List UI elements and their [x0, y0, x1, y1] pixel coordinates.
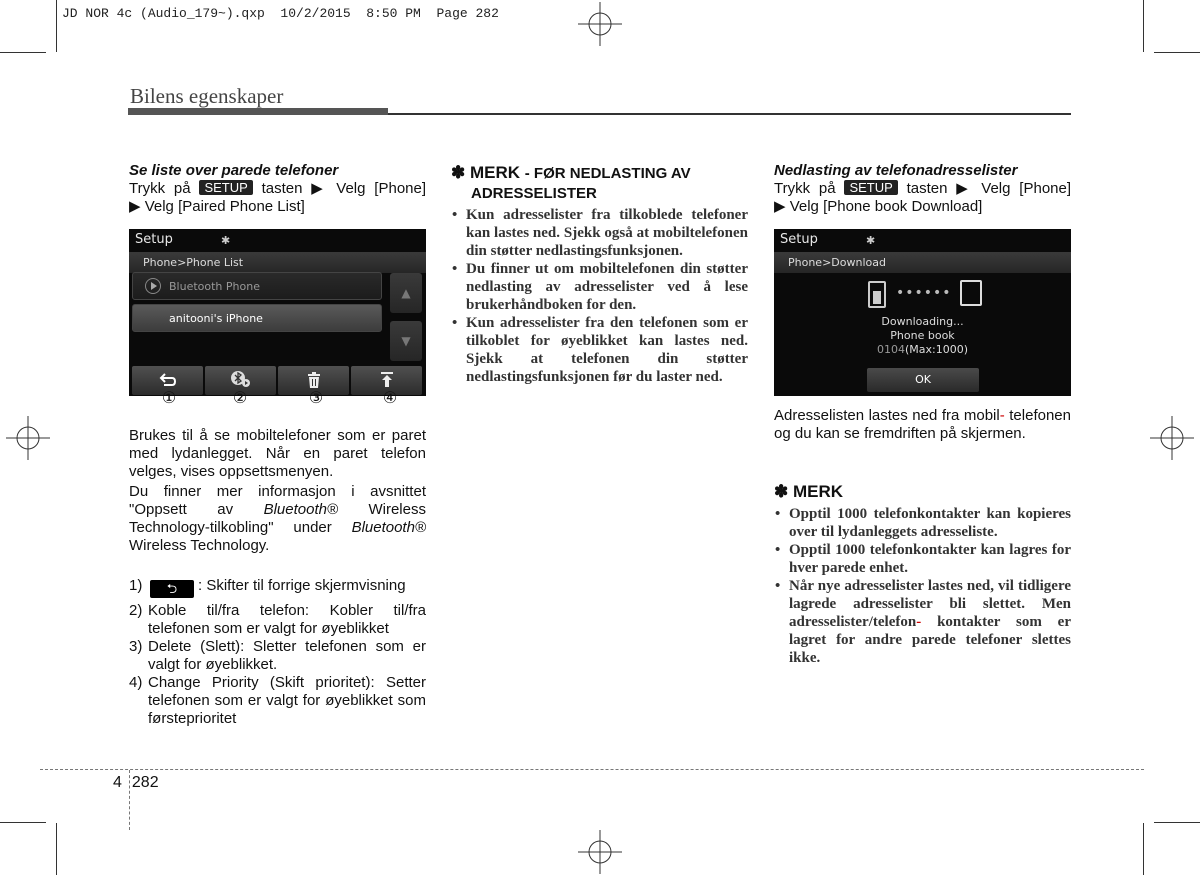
- breadcrumb: Phone>Download: [774, 252, 1071, 273]
- download-count: [774, 343, 1071, 356]
- paragraph-text: Wireless Technology-tilkobling" under: [129, 501, 426, 536]
- list-item-label: anitooni's iPhone: [169, 312, 263, 325]
- list-item: • Kun adresselister fra den telefonen som er tilkoblet for øyeblikket kan lastes ned. Sjekk at telefonen din støtter nedlastingsfunksjonen før du laster ned.: [451, 314, 748, 386]
- hyphen: -: [999, 407, 1005, 424]
- item-number: 2): [129, 602, 143, 619]
- callout-3: ③: [308, 390, 324, 407]
- list-item-text: kontakter som er lagret for andre parede telefoner slettes ikke.: [789, 614, 1072, 666]
- paragraph-text-italic: Bluetooth®: [351, 519, 426, 536]
- back-arrow-icon: ⮌: [150, 580, 194, 598]
- phonebook-label: Phone book: [890, 329, 955, 342]
- list-item: • Opptil 1000 telefonkontakter kan lagres for hver parede enhet.: [774, 541, 1071, 577]
- list-item-label: Bluetooth Phone: [169, 280, 260, 293]
- setup-key-icon: SETUP: [199, 180, 252, 195]
- downloading-text: Downloading...: [881, 315, 964, 328]
- progress-dots: ••••••: [896, 285, 952, 301]
- screen-title: Setup: [780, 232, 818, 247]
- note-title: [451, 163, 748, 183]
- setup-key-icon: SETUP: [844, 180, 897, 195]
- middle-column: [451, 163, 748, 386]
- registration-mark-icon: [578, 830, 622, 874]
- instruction-text: Trykk på: [774, 180, 836, 197]
- priority-up-icon: [380, 372, 394, 388]
- callout-1: ①: [161, 390, 177, 407]
- crop-mark: [1154, 822, 1200, 823]
- phone-book-download-screen: [774, 229, 1071, 396]
- function-list: [129, 577, 426, 728]
- list-item: [129, 602, 426, 638]
- page-number-value: 282: [131, 774, 159, 791]
- item-number: 3): [129, 638, 143, 655]
- hyphen: -: [916, 614, 922, 630]
- crop-mark: [0, 52, 46, 53]
- note-label: ✽ MERK: [451, 163, 521, 182]
- list-item: • Opptil 1000 telefonkontakter kan kopieres over til lydanleggets adresseliste.: [774, 505, 1071, 541]
- note-subtitle: ADRESSELISTER: [471, 185, 597, 202]
- title-rule: [388, 113, 1071, 115]
- bluetooth-icon: ✱: [866, 234, 876, 247]
- paragraph-text: Wireless Technology.: [129, 537, 270, 554]
- item-number: 4): [129, 674, 143, 691]
- right-description: [774, 407, 1071, 443]
- phone-icon: [868, 281, 886, 308]
- callout-2: ②: [232, 390, 248, 407]
- item-number: 1): [129, 577, 143, 594]
- instruction-text: tasten ▶ Velg [Phone]: [261, 180, 427, 197]
- list-item: [129, 674, 426, 728]
- phonebook-icon: [960, 280, 982, 306]
- note-title: ✽ MERK: [774, 482, 844, 501]
- registration-mark-icon: [6, 416, 50, 460]
- scroll-down-button[interactable]: ▼: [390, 321, 422, 361]
- list-item: • Du finner ut om mobiltelefonen din støtter nedlasting av adresselister ved å lese brukerhåndboken for den.: [451, 260, 748, 314]
- list-item-paired-phone[interactable]: [132, 304, 382, 332]
- bluetooth-icon: ✱: [221, 234, 231, 247]
- instruction-line: ▶ Velg [Phone book Download]: [774, 198, 983, 215]
- screen-callouts: [129, 391, 426, 411]
- chapter-number: 4: [113, 774, 122, 791]
- list-item: • Kun adresselister fra tilkoblede telefoner kan lastes ned. Sjekk også at mobiltelefonen din støtter nedlastingsfunksjonen.: [451, 206, 748, 260]
- footer-rule: [40, 769, 1144, 770]
- paragraph-text: Adresselisten lastes ned fra mobil: [774, 407, 1000, 424]
- crop-mark: [1143, 0, 1144, 52]
- page-number: [113, 774, 159, 792]
- crop-mark: [1154, 52, 1200, 53]
- count-value: 0104: [876, 343, 905, 356]
- paragraph-text: Du finner mer informasjon i avsnittet "Oppsett av: [129, 483, 426, 518]
- paragraph-text-italic: Bluetooth®: [263, 501, 339, 518]
- item-text: Delete (Slett): Sletter telefonen som er valgt for øyeblikket.: [148, 638, 426, 673]
- item-text: Change Priority (Skift prioritet): Setter telefonen som er valgt for øyeblikket som førsteprioritet: [148, 674, 426, 727]
- title-bar: [128, 108, 388, 115]
- note-list: [451, 206, 748, 386]
- breadcrumb: Phone>Phone List: [129, 252, 426, 273]
- scroll-up-button[interactable]: ▲: [390, 273, 422, 313]
- crop-mark: [56, 0, 57, 52]
- crop-mark: [56, 823, 57, 875]
- registration-mark-icon: [578, 2, 622, 46]
- item-text: Koble til/fra telefon: Kobler til/fra telefonen som er valgt for øyeblikket: [148, 602, 426, 637]
- paragraph: [774, 407, 1071, 443]
- play-icon: [145, 278, 161, 294]
- list-item-bluetooth-phone[interactable]: [132, 272, 382, 300]
- registration-mark-icon: [1150, 416, 1194, 460]
- callout-4: ④: [382, 390, 398, 407]
- crop-mark: [0, 822, 46, 823]
- list-item: [774, 577, 1071, 667]
- list-item-text: Når nye adresselister lastes ned, vil tidligere lagrede adresselister bli slettet. Men adresselister/telefon: [789, 578, 1071, 630]
- left-column: [129, 162, 426, 216]
- crop-mark: [1143, 823, 1144, 875]
- paragraph-text: telefonen og du kan se fremdriften på skjermen.: [774, 407, 1071, 442]
- paragraph: [129, 483, 426, 555]
- note-title-line2: [451, 183, 748, 203]
- trash-icon: [307, 372, 321, 388]
- list-item: [129, 577, 426, 598]
- note-subtitle: - FØR NEDLASTING AV: [524, 165, 691, 182]
- section-heading: Nedlasting av telefonadresselister: [774, 162, 1018, 179]
- bluetooth-connect-icon: [230, 370, 252, 388]
- instruction-line: [129, 180, 426, 198]
- phone-list-screen: [129, 229, 426, 396]
- item-text: : Skifter til forrige skjermvisning: [198, 577, 406, 594]
- right-note: [774, 482, 1071, 667]
- section-heading: Se liste over parede telefoner: [129, 162, 339, 179]
- instruction-text: Trykk på: [129, 180, 191, 197]
- count-max: (Max:1000): [904, 343, 969, 356]
- ok-button[interactable]: OK: [867, 368, 979, 392]
- instruction-line: [774, 180, 1071, 198]
- chapter-title: Bilens egenskaper: [130, 84, 284, 108]
- print-header: JD NOR 4c (Audio_179~).qxp 10/2/2015 8:50 PM Page 282: [62, 6, 499, 21]
- note-list: [774, 505, 1071, 667]
- screen-title: Setup: [135, 232, 173, 247]
- back-arrow-icon: [159, 373, 177, 387]
- instruction-line: ▶ Velg [Paired Phone List]: [129, 198, 305, 215]
- paragraph: Brukes til å se mobiltelefoner som er paret med lydanlegget. Når en paret telefon velges, vises oppsettsmenyen.: [129, 427, 426, 480]
- instruction-text: tasten ▶ Velg [Phone]: [906, 180, 1072, 197]
- right-column: [774, 162, 1071, 216]
- list-item: [129, 638, 426, 674]
- left-description: [129, 427, 426, 555]
